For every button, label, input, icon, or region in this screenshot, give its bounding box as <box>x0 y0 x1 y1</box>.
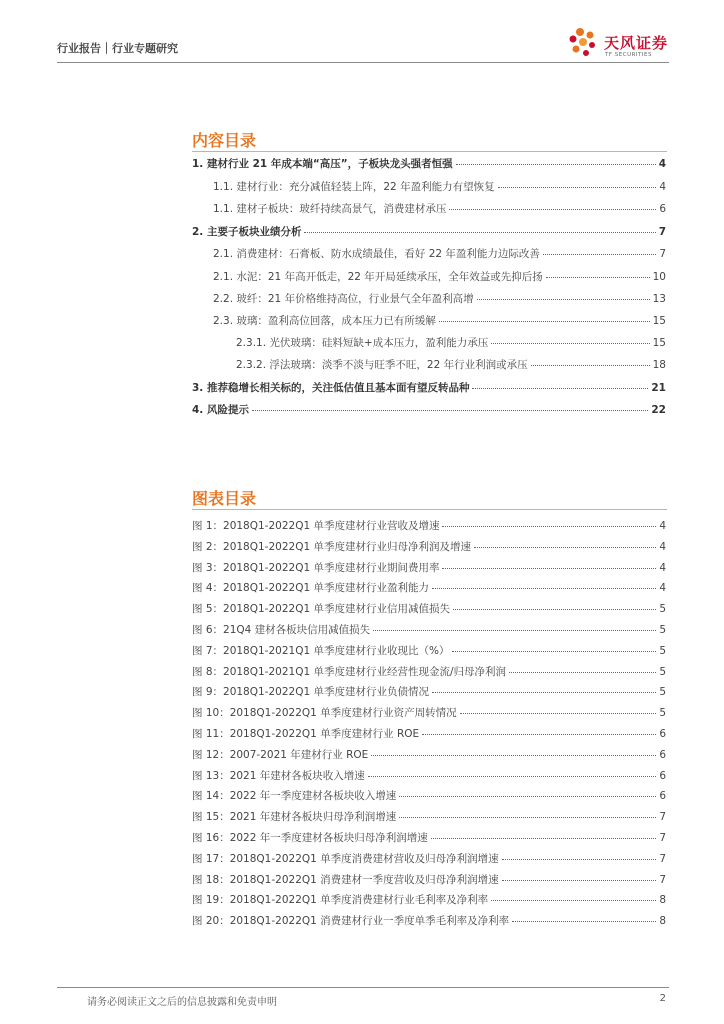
figure-entry[interactable] <box>192 809 666 825</box>
toc-entry-label: 3. 推荐稳增长相关标的，关注低估值且基本面有望反转品种 <box>192 382 470 394</box>
toc-entry[interactable] <box>192 380 666 396</box>
toc-entry-label: 图 10：2018Q1-2022Q1 单季度建材行业资产周转情况 <box>192 707 457 720</box>
toc-entry-page: 5 <box>659 624 666 636</box>
dot-leader <box>431 838 657 839</box>
figure-entry[interactable] <box>192 768 666 784</box>
toc-entry-page: 22 <box>651 404 666 416</box>
toc-entry-label: 2. 主要子板块业绩分析 <box>192 226 302 238</box>
figure-entry[interactable] <box>192 851 666 867</box>
figure-entry[interactable] <box>192 684 666 700</box>
toc-entry-label: 2.3.2. 浮法玻璃：淡季不淡与旺季不旺，22 年行业利润或承压 <box>236 359 528 371</box>
toc-entry-label: 图 1：2018Q1-2022Q1 单季度建材行业营收及增速 <box>192 520 440 532</box>
toc-entry-page: 6 <box>659 203 666 215</box>
toc-entry-label: 图 13：2021 年建材各板块收入增速 <box>192 769 365 782</box>
toc-entry-page: 21 <box>651 382 666 394</box>
toc-title-underline <box>192 151 667 152</box>
toc-entry-label: 1.1. 建材行业：充分减值轻装上阵，22 年盈利能力有望恢复 <box>213 181 495 193</box>
dot-leader <box>474 547 656 548</box>
toc-entry-page: 7 <box>659 832 666 844</box>
dot-leader <box>442 568 656 569</box>
toc-entry-label: 图 14：2022 年一季度建材各板块收入增速 <box>192 790 397 803</box>
toc-entry[interactable] <box>213 201 666 217</box>
figure-entry[interactable] <box>192 580 666 596</box>
toc-entry-page: 4 <box>659 540 666 553</box>
toc-title: 内容目录 <box>192 131 257 150</box>
dot-leader <box>399 796 656 797</box>
dot-leader <box>439 321 650 322</box>
figure-entry[interactable] <box>192 705 666 721</box>
toc-entry-page: 8 <box>659 915 666 928</box>
toc-entry[interactable] <box>213 179 666 195</box>
figure-entry[interactable] <box>192 601 666 617</box>
toc-entry-page: 15 <box>652 337 666 349</box>
toc-entry-label: 图 7：2018Q1-2021Q1 单季度建材行业收现比（%） <box>192 644 450 657</box>
report-category: 行业报告｜行业专题研究 <box>57 42 178 55</box>
toc-entry-page: 6 <box>659 748 666 761</box>
footer-divider <box>57 987 669 988</box>
flower-logo-icon <box>566 26 602 64</box>
toc-entry-label: 图 18：2018Q1-2022Q1 消费建材一季度营收及归母净利润增速 <box>192 873 499 886</box>
toc-entry-label: 图 15：2021 年建材各板块归母净利润增速 <box>192 811 397 824</box>
toc-entry-label: 图 6：21Q4 建材各板块信用减值损失 <box>192 624 371 636</box>
figure-entry[interactable] <box>192 872 666 888</box>
dot-leader <box>509 672 656 673</box>
toc-entry-page: 6 <box>659 769 666 782</box>
toc-entry-page: 5 <box>659 603 666 616</box>
disclaimer-note: 请务必阅读正文之后的信息披露和免责申明 <box>87 997 277 1008</box>
figure-entry[interactable] <box>192 518 666 534</box>
dot-leader <box>449 209 656 210</box>
toc-entry[interactable] <box>236 335 666 351</box>
dot-leader <box>304 232 655 233</box>
toc-entry-label: 图 16：2022 年一季度建材各板块归母净利润增速 <box>192 832 428 844</box>
toc-entry-label: 图 2：2018Q1-2022Q1 单季度建材行业归母净利润及增速 <box>192 540 471 553</box>
dot-leader <box>442 526 656 527</box>
figure-entry[interactable] <box>192 892 666 908</box>
dot-leader <box>491 343 649 344</box>
brand-logo <box>566 26 676 64</box>
dot-leader <box>432 692 656 693</box>
toc-entry-page: 4 <box>659 520 666 532</box>
toc-entry-page: 4 <box>659 582 666 595</box>
toc-entry[interactable] <box>213 269 666 285</box>
toc-entry-label: 图 12：2007-2021 年建材行业 ROE <box>192 748 369 761</box>
toc-entry[interactable] <box>213 246 666 262</box>
header-divider <box>57 62 669 63</box>
dot-leader <box>512 921 656 922</box>
dot-leader <box>371 755 656 756</box>
toc-entry-page: 5 <box>659 686 666 699</box>
dot-leader <box>399 817 656 818</box>
dot-leader <box>252 410 648 411</box>
toc-entry-page: 4 <box>659 561 666 574</box>
toc-entry-label: 4. 风险提示 <box>192 404 249 416</box>
toc-entry-label: 图 9：2018Q1-2022Q1 单季度建材行业负债情况 <box>192 686 429 699</box>
dot-leader <box>491 900 656 901</box>
toc-entry-page: 8 <box>659 894 666 907</box>
toc-entry-label: 2.3.1. 光伏玻璃：硅料短缺+成本压力，盈利能力承压 <box>236 337 489 349</box>
toc-entry-page: 5 <box>659 665 666 678</box>
toc-entry-page: 15 <box>652 315 666 327</box>
toc-entry-label: 2.3. 玻璃：盈利高位回落，成本压力已有所缓解 <box>213 315 436 327</box>
toc-entry-page: 4 <box>659 181 666 193</box>
dot-leader <box>373 630 656 631</box>
figure-entry[interactable] <box>192 913 666 929</box>
toc-entry[interactable] <box>192 402 666 418</box>
dot-leader <box>498 187 657 188</box>
toc-entry-page: 7 <box>659 873 666 886</box>
toc-entry-page: 5 <box>659 644 666 657</box>
toc-entry[interactable] <box>192 156 666 172</box>
toc-entry-page: 7 <box>658 226 666 238</box>
figure-entry[interactable] <box>192 747 666 763</box>
dot-leader <box>546 277 650 278</box>
toc-entry-label: 图 4：2018Q1-2022Q1 单季度建材行业盈利能力 <box>192 582 429 595</box>
toc-entry-page: 6 <box>659 790 666 803</box>
figures-title: 图表目录 <box>192 489 257 508</box>
toc-entry-page: 7 <box>659 852 666 865</box>
toc-entry-label: 图 17：2018Q1-2022Q1 单季度消费建材营收及归母净利润增速 <box>192 852 499 865</box>
toc-entry[interactable] <box>213 291 666 307</box>
brand-name: 天风证券 <box>604 34 669 52</box>
toc-entry-page: 10 <box>652 271 666 283</box>
toc-entry-label: 图 20：2018Q1-2022Q1 消费建材行业一季度单季毛利率及净利率 <box>192 915 510 928</box>
toc-entry-label: 2.2. 玻纤：21 年价格维持高位，行业景气全年盈利高增 <box>213 293 474 305</box>
toc-entry-page: 6 <box>659 728 666 740</box>
page-number: 2 <box>659 993 666 1004</box>
dot-leader <box>531 365 650 366</box>
dot-leader <box>422 734 656 735</box>
toc-entry[interactable] <box>236 357 666 373</box>
toc-entry-label: 2.1. 消费建材：石膏板、防水成绩最佳，看好 22 年盈利能力边际改善 <box>213 248 540 260</box>
toc-entry[interactable] <box>192 224 666 240</box>
dot-leader <box>502 880 657 881</box>
toc-entry-label: 图 19：2018Q1-2022Q1 单季度消费建材行业毛利率及净利率 <box>192 894 489 907</box>
dot-leader <box>368 776 657 777</box>
dot-leader <box>432 588 656 589</box>
dot-leader <box>460 713 657 714</box>
toc-entry-label: 图 11：2018Q1-2022Q1 单季度建材行业 ROE <box>192 728 420 740</box>
toc-entry-page: 5 <box>659 707 666 720</box>
toc-entry-page: 4 <box>658 158 666 170</box>
brand-name-en: TF SECURITIES <box>605 52 652 58</box>
toc-entry-label: 1.1. 建材子板块：玻纤持续高景气，消费建材承压 <box>213 203 447 215</box>
figure-entry[interactable] <box>192 830 666 846</box>
toc-entry-label: 图 5：2018Q1-2022Q1 单季度建材行业信用减值损失 <box>192 603 450 616</box>
figure-entry[interactable] <box>192 622 666 638</box>
toc-entry-page: 13 <box>652 293 666 305</box>
figure-entry[interactable] <box>192 788 666 804</box>
toc-entry-page: 18 <box>652 359 666 371</box>
dot-leader <box>453 609 656 610</box>
dot-leader <box>477 299 650 300</box>
figure-entry[interactable] <box>192 643 666 659</box>
toc-entry-label: 图 8：2018Q1-2021Q1 单季度建材行业经营性现金流/归母净利润 <box>192 665 507 678</box>
figure-entry[interactable] <box>192 726 666 742</box>
figure-entry[interactable] <box>192 664 666 680</box>
toc-entry[interactable] <box>213 313 666 329</box>
dot-leader <box>472 388 648 389</box>
figure-entry[interactable] <box>192 539 666 555</box>
dot-leader <box>456 164 656 165</box>
toc-entry-label: 1. 建材行业 21 年成本端“高压”，子板块龙头强者恒强 <box>192 158 453 170</box>
figures-title-underline <box>192 509 667 510</box>
toc-entry-page: 7 <box>659 248 666 260</box>
dot-leader <box>543 254 656 255</box>
toc-entry-label: 图 3：2018Q1-2022Q1 单季度建材行业期间费用率 <box>192 561 440 574</box>
dot-leader <box>452 651 656 652</box>
figure-entry[interactable] <box>192 560 666 576</box>
toc-entry-page: 7 <box>659 811 666 824</box>
toc-entry-label: 2.1. 水泥：21 年高开低走，22 年开局延续承压，全年效益或先抑后扬 <box>213 271 543 283</box>
dot-leader <box>502 859 657 860</box>
